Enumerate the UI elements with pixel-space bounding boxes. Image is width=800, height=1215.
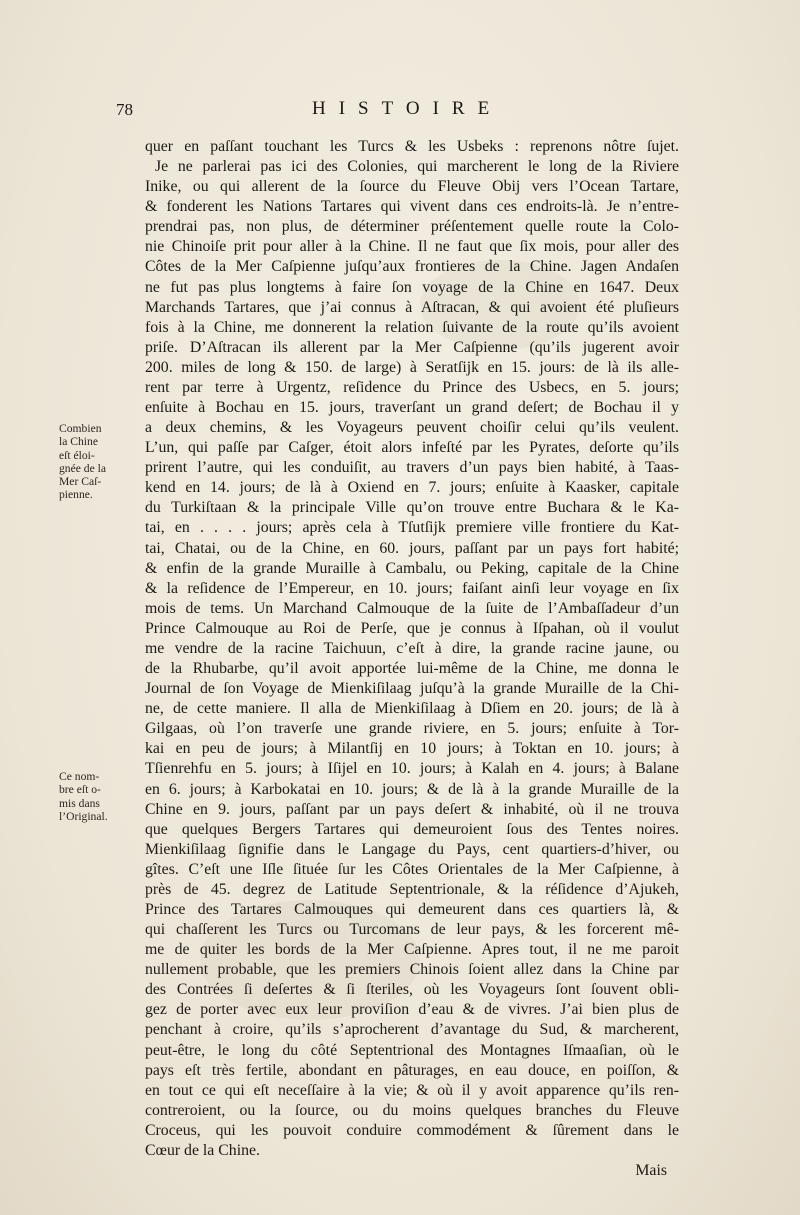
margin-note-omitted (59, 770, 133, 823)
text-line: Je ne parlerai pas ici des Colonies, qui marcherent le long de la Riviere (155, 158, 679, 176)
text-line: mois de tems. Un Marchand Calmouque de la ſuite de l’Ambaſſadeur d’un (145, 599, 679, 617)
text-line: enſuite à Bochau en 15. jours, traverſant un grand deſert; de Bochau il y (145, 399, 679, 417)
text-line: Mienkiſilaag ſignifie dans le Langage du Pays, cent quartiers-d’hiver, ou (145, 840, 679, 858)
text-line: en tout ce qui eſt neceſſaire à la vie; & où il y avoit apparence qu’ils ren- (145, 1081, 679, 1099)
running-title: HISTOIRE (312, 98, 503, 119)
text-line: près de 45. degrez de Latitude Septentrionale, & la réſidence d’Ajukeh, (145, 880, 679, 898)
margin-note-line: mis dans (59, 796, 100, 810)
text-line: tai, Chatai, ou de la Chine, en 60. jours, paſſant par un pays fort habité; (145, 539, 679, 557)
text-line: pays eſt très fertile, abondant en pâturages, en eau douce, en poiſſon, & (145, 1061, 679, 1079)
text-line: Cœur de la Chine. (145, 1141, 260, 1159)
text-line: qui chaſſerent les Turcs ou Turcomans de leur pays, & les forcerent mê- (145, 921, 679, 939)
body-text (145, 137, 679, 1181)
text-line: quer en paſſant touchant les Turcs & les Usbeks : reprenons nôtre ſujet. (145, 138, 679, 155)
text-line: Journal de ſon Voyage de Mienkiſilaag juſqu’à la grande Muraille de la Chi- (145, 680, 679, 698)
text-line: que quelques Bergers Tartares qui demeuroient ſous des Tentes noires. (145, 820, 679, 838)
text-line: Tſienrehfu en 5. jours; à Iſijel en 10. jours; à Kalah en 4. jours; à Balane (145, 760, 679, 778)
text-line: nullement probable, que les premiers Chinois ſoient allez dans la Chine par (145, 961, 679, 979)
text-line: peut-être, le long du côté Septentrional des Montagnes Iſmaaſian, où le (145, 1041, 679, 1059)
page-header (116, 98, 676, 124)
margin-note-distance (59, 422, 133, 502)
margin-note-line: bre eſt o- (59, 783, 101, 797)
text-line: gez de porter avec eux leur proviſion d’eau & de vivres. J’ai bien plus de (145, 1001, 679, 1019)
text-line: & enfin de la grande Muraille à Cambalu, ou Peking, capitale de la Chine (145, 559, 679, 577)
text-line: Prince des Tartares Calmouques qui demeurent dans ces quartiers là, & (145, 900, 679, 918)
text-line: & la reſidence de l’Empereur, en 10. jours; faiſant ainſi leur voyage en ſix (145, 579, 679, 597)
text-line: gîtes. C’eſt une Iſle ſituée ſur les Côtes Orientales de la Mer Caſpienne, à (145, 860, 679, 878)
margin-note-line: Combien (59, 422, 102, 435)
text-line: Côtes de la Mer Caſpienne juſqu’aux frontieres de la Chine. Jagen Andaſen (145, 258, 679, 276)
text-line: me vendre de la racine Taichuun, c’eſt à dire, la grande racine jaune, ou (145, 639, 679, 657)
text-line: Marchands Tartares, que j’ai connus à Aſtracan, & qui avoient été pluſieurs (145, 298, 679, 316)
text-line: kend en 14. jours; de là à Oxiend en 7. jours; enſuite à Kaasker, capitale (145, 479, 679, 497)
text-line: des Contrées ſi deſertes & ſi ſteriles, où les Voyageurs ſont ſouvent obli- (145, 981, 679, 999)
text-line: en 6. jours; à Karbokatai en 10. jours; & de là à la grande Muraille de la (145, 780, 679, 798)
text-line: fois à la Chine, me donnerent la relation ſuivante de la route qu’ils avoient (145, 318, 679, 336)
margin-note-line: pienne. (59, 488, 93, 502)
margin-note-line: l’Original. (59, 809, 108, 823)
text-line: de la Rhubarbe, qu’il avoit apportée lui-même de la Chine, me donna le (145, 660, 679, 678)
text-line: & fonderent les Nations Tartares qui vivent dans ces endroits-là. Je n’entre- (145, 198, 679, 216)
margin-note-line: Mer Caſ- (59, 475, 102, 489)
margin-note-line: gnée de la (59, 461, 106, 475)
text-line: me de quiter les bords de la Mer Caſpienne. Apres tout, il ne me paroit (145, 941, 679, 959)
text-line: a deux chemins, & les Voyageurs peuvent choiſir celui qu’ils veulent. (145, 419, 679, 437)
text-line: Croceus, qui les pouvoit conduire commodément & ſûrement dans le (145, 1121, 679, 1139)
text-line: Inike, ou qui allerent de la ſource du Fleuve Obij vers l’Ocean Tartare, (145, 178, 679, 196)
text-line: tai, en . . . . jours; après cela à Tſutſijk premiere ville frontiere du Kat- (145, 519, 679, 537)
text-line: prendrai pas, non plus, de déterminer préſentement quelle route la Colo- (145, 218, 679, 236)
text-line: Gilgaas, où l’on traverſe une grande riviere, en 5. jours; enſuite à Tor- (145, 720, 679, 738)
text-line: 200. miles de long & 150. de large) à Seratſijk en 15. jours: de là ils alle- (145, 358, 679, 376)
text-line: contreroient, ou la ſource, ou du moins quelques branches du Fleuve (145, 1101, 679, 1119)
text-line: priſe. D’Aſtracan ils allerent par la Mer Caſpienne (qu’ils jugerent avoir (145, 338, 679, 356)
margin-note-line: eſt éloi- (59, 448, 95, 462)
text-line: Prince Calmouque au Roi de Perſe, que je connus à Iſpahan, où il voulut (145, 619, 679, 637)
text-line: prirent l’autre, qui les conduiſit, au travers d’un pays bien habité, à Taas- (145, 459, 679, 477)
text-line: L’un, qui paſſe par Caſger, étoit alors infeſté par les Pyrates, deſorte qu’ils (145, 439, 679, 457)
text-line: rent par terre à Urgentz, reſidence du Prince des Usbecs, en 5. jours; (145, 378, 679, 396)
text-line: Chine en 9. jours, paſſant par un pays deſert & inhabité, où il ne trouva (145, 800, 679, 818)
catchword: Mais (635, 1161, 667, 1179)
text-line: ne fut pas plus longtems à faire ſon voyage de la Chine en 1647. Deux (145, 278, 679, 296)
text-line: kai en peu de jours; à Milantſij en 10 jours; à Toktan en 10. jours; à (145, 740, 679, 758)
text-line: ne, de cette maniere. Il alla de Mienkiſilaag à Dſiem en 20. jours; de là à (145, 700, 679, 718)
text-line: nie Chinoiſe prit pour aller à la Chine. Il ne faut que ſix mois, pour aller des (145, 238, 679, 256)
text-line: du Turkiſtaan & la principale Ville qu’on trouve entre Buchara & le Ka- (145, 499, 679, 517)
page-number: 78 (116, 100, 133, 119)
margin-note-line: la Chine (59, 435, 98, 449)
text-line: penchant à croire, qu’ils s’aprocherent d’avantage du Sud, & marcherent, (145, 1021, 679, 1039)
margin-note-line: Ce nom- (59, 770, 100, 783)
